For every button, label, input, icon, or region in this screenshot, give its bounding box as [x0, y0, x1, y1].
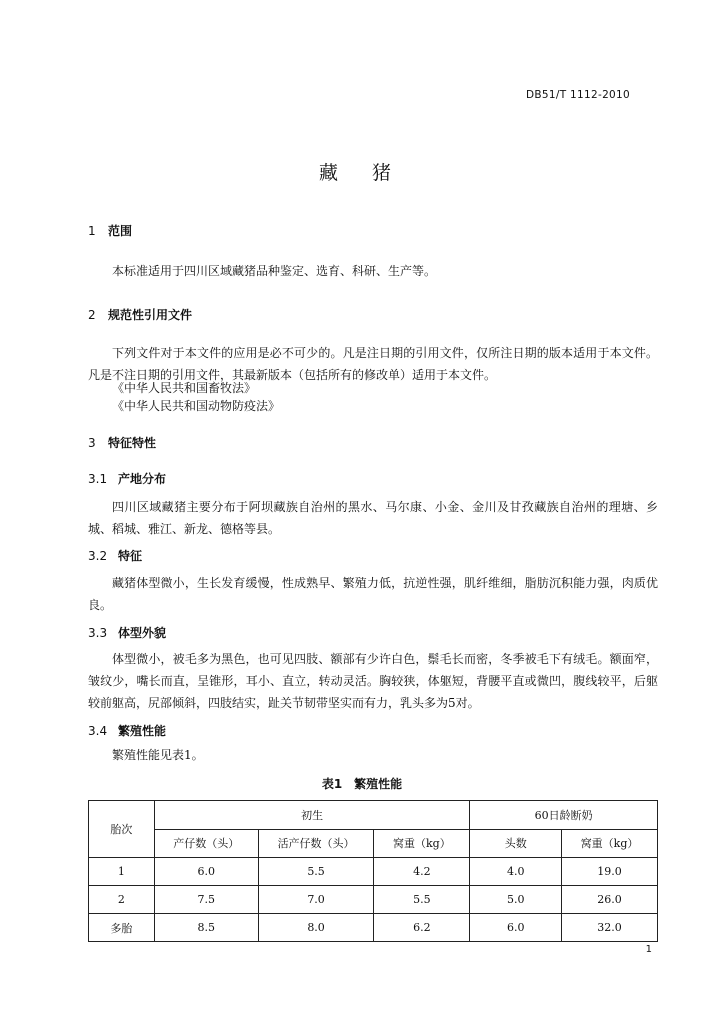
subsection-3-3-paragraph: 体型微小，被毛多为黑色，也可见四肢、额部有少许白色，鬃毛长而密，冬季被毛下有绒毛。额面窄，皱纹少，嘴长而直，呈锥形，耳小、直立，转动灵活。胸较狭，体躯短，背腰平直或微凹，腹线较平，后躯较前躯高，尻部倾斜，四肢结实，趾关节韧带坚实而有力，乳头多为5对。 — [88, 652, 658, 710]
cell-heads: 5.0 — [470, 886, 562, 914]
cell-parity: 2 — [89, 886, 155, 914]
cell-alive: 8.0 — [258, 914, 374, 942]
subsection-heading-3-1 — [88, 470, 166, 487]
cell-heads: 6.0 — [470, 914, 562, 942]
cell-parity: 1 — [89, 858, 155, 886]
section-title: 特征 — [118, 549, 143, 563]
reference-item: 《中华人民共和国畜牧法》 — [112, 381, 257, 395]
cell-litter: 8.5 — [154, 914, 258, 942]
section-number: 3.1 — [88, 472, 108, 486]
section-title: 特征特性 — [108, 436, 157, 450]
cell-alive: 5.5 — [258, 858, 374, 886]
cell-weight-wean: 19.0 — [562, 858, 658, 886]
section-title: 繁殖性能 — [118, 724, 167, 738]
section-title: 产地分布 — [118, 472, 167, 486]
header-live-litter: 活产仔数（头） — [258, 829, 374, 858]
subsection-heading-3-2 — [88, 547, 142, 564]
cell-litter: 7.5 — [154, 886, 258, 914]
page-number: 1 — [645, 944, 652, 955]
subsection-3-4-paragraph: 繁殖性能见表1。 — [112, 748, 204, 762]
section-number: 2 — [88, 308, 96, 322]
table-caption: 表1 繁殖性能 — [321, 777, 403, 791]
subsection-3-2-paragraph: 藏猪体型微小，生长发育缓慢，性成熟早、繁殖力低，抗逆性强，肌纤维细，脂肪沉积能力强，肉质优良。 — [88, 576, 658, 612]
section-heading-3 — [88, 434, 156, 451]
header-parity: 胎次 — [89, 801, 155, 858]
section-2-paragraph: 下列文件对于本文件的应用是必不可少的。凡是注日期的引用文件，仅所注日期的版本适用于本文件。凡是不注日期的引用文件，其最新版本（包括所有的修改单）适用于本文件。 — [88, 346, 658, 382]
header-litter-weight-birth: 窝重（kg） — [374, 829, 470, 858]
section-title: 规范性引用文件 — [108, 308, 193, 322]
table-header-row — [89, 801, 658, 830]
table-row — [89, 886, 658, 914]
cell-weight-birth: 6.2 — [374, 914, 470, 942]
section-heading-2 — [88, 306, 192, 323]
subsection-heading-3-3 — [88, 624, 166, 641]
table-row — [89, 914, 658, 942]
subsection-heading-3-4 — [88, 722, 166, 739]
section-title: 范围 — [108, 224, 133, 238]
table-subheader-row — [89, 829, 658, 858]
section-heading-1 — [88, 222, 132, 239]
section-1-paragraph: 本标准适用于四川区域藏猪品种鉴定、选育、科研、生产等。 — [112, 264, 437, 278]
section-number: 3 — [88, 436, 96, 450]
section-number: 3.3 — [88, 626, 108, 640]
section-number: 3.2 — [88, 549, 108, 563]
subsection-3-1-paragraph: 四川区域藏猪主要分布于阿坝藏族自治州的黑水、马尔康、小金、金川及甘孜藏族自治州的理塘、乡城、稻城、雅江、新龙、德格等县。 — [88, 500, 658, 536]
cell-weight-wean: 32.0 — [562, 914, 658, 942]
header-litter-size: 产仔数（头） — [154, 829, 258, 858]
header-group-birth: 初生 — [154, 801, 469, 830]
cell-alive: 7.0 — [258, 886, 374, 914]
reference-item: 《中华人民共和国动物防疫法》 — [112, 399, 281, 413]
breeding-table — [88, 800, 658, 942]
cell-weight-birth: 5.5 — [374, 886, 470, 914]
document-title: 藏 猪 — [318, 162, 406, 184]
standard-code: DB51/T 1112-2010 — [526, 89, 630, 101]
section-number: 1 — [88, 224, 96, 238]
header-heads: 头数 — [470, 829, 562, 858]
cell-heads: 4.0 — [470, 858, 562, 886]
cell-parity: 多胎 — [89, 914, 155, 942]
section-number: 3.4 — [88, 724, 108, 738]
cell-weight-wean: 26.0 — [562, 886, 658, 914]
cell-weight-birth: 4.2 — [374, 858, 470, 886]
table-row — [89, 858, 658, 886]
header-group-wean: 60日龄断奶 — [470, 801, 658, 830]
header-litter-weight-wean: 窝重（kg） — [562, 829, 658, 858]
cell-litter: 6.0 — [154, 858, 258, 886]
section-title: 体型外貌 — [118, 626, 167, 640]
